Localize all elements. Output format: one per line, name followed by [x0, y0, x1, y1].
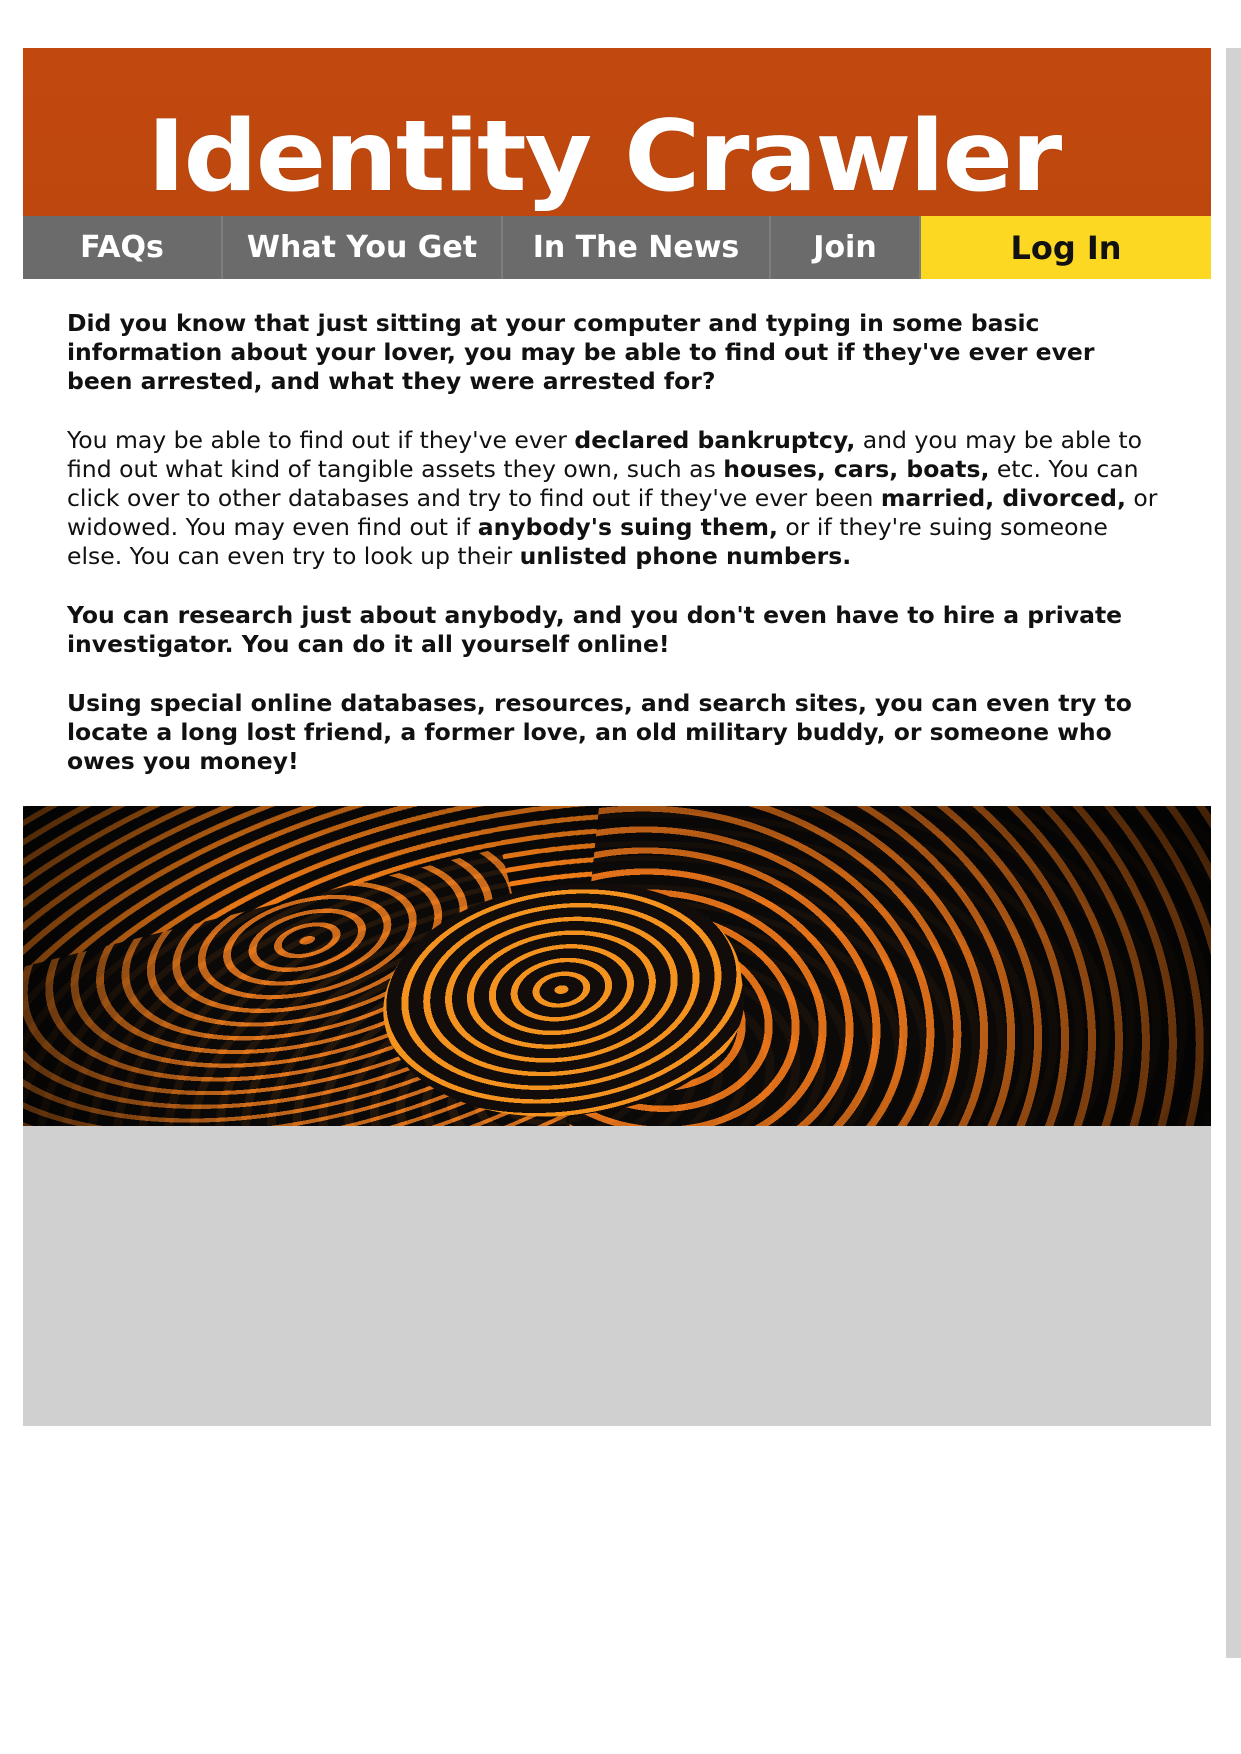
- nav-in-the-news-label: In The News: [532, 230, 740, 265]
- page-scroll-shadow: [1226, 48, 1241, 1754]
- fingerprint-vignette: [23, 806, 1211, 1126]
- details-bold-phone-numbers: unlisted phone numbers.: [519, 542, 852, 570]
- intro-paragraph: Did you know that just sitting at your computer and typing in some basic information about your lover, you may be able to find out if they've ever ever been arrested, and what they were arrested for?: [67, 309, 1095, 395]
- locate-paragraph: Using special online databases, resources, and search sites, you can even try to locate a long lost friend, a former love, an old military buddy, or someone who owes you money!: [67, 689, 1132, 775]
- details-bold-bankruptcy: declared bankruptcy,: [574, 426, 856, 454]
- details-text-2: and you may be able to find out what kind of tangible assets they own, such as: [67, 426, 1142, 483]
- nav-join[interactable]: [771, 216, 921, 279]
- page-content: [23, 279, 1211, 776]
- nav-faqs[interactable]: [23, 216, 223, 279]
- details-paragraph: [67, 426, 1165, 571]
- nav-what-you-get[interactable]: [223, 216, 503, 279]
- nav-log-in-label: Log In: [1010, 228, 1122, 267]
- page-bottom-margin: [0, 1658, 1241, 1754]
- nav-in-the-news[interactable]: [503, 216, 771, 279]
- website-container: [23, 48, 1226, 1426]
- details-text-1: You may be able to find out if they've ever: [67, 426, 575, 454]
- details-bold-marital: married, divorced,: [880, 484, 1126, 512]
- footer-area: [23, 1126, 1211, 1426]
- main-navigation: [23, 216, 1211, 279]
- nav-log-in[interactable]: [921, 216, 1211, 279]
- site-masthead: [23, 48, 1211, 216]
- details-bold-assets: houses, cars, boats,: [723, 455, 990, 483]
- site-logo-text[interactable]: Identity Crawler: [147, 100, 1061, 214]
- page-gutter-left: [0, 0, 23, 1754]
- nav-faqs-label: FAQs: [80, 230, 164, 265]
- details-text-4: or widowed. You may even find out if: [67, 484, 1158, 541]
- nav-join-label: Join: [813, 230, 877, 265]
- nav-what-you-get-label: What You Get: [246, 230, 478, 265]
- details-bold-lawsuits: anybody's suing them,: [477, 513, 778, 541]
- details-text-3: etc. You can click over to other databases and try to find out if they've ever been: [67, 455, 1139, 512]
- details-text-5: or if they're suing someone else. You can even try to look up their: [67, 513, 1108, 570]
- research-paragraph: You can research just about anybody, and you don't even have to hire a private investigator. You can do it all yourself online!: [67, 601, 1123, 658]
- fingerprint-image: [23, 806, 1211, 1126]
- fingerprint-image-backdrop: [23, 806, 1211, 1126]
